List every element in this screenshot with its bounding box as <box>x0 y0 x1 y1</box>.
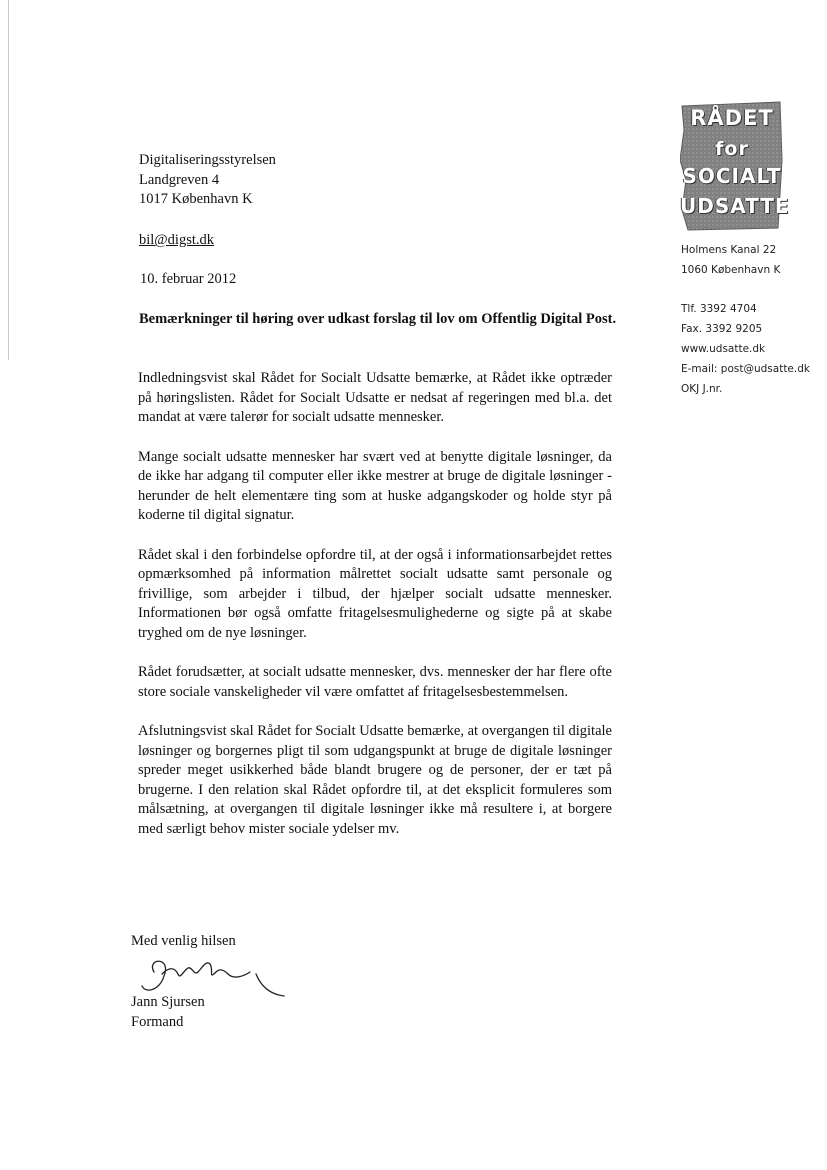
body-paragraph: Rådet forudsætter, at socialt udsatte mennesker, dvs. mennesker der har flere ofte store sociale vanskeligheder vil være omfattet af fritagelsesbestemmelsen. <box>138 664 612 700</box>
letter-body <box>138 369 612 859</box>
logo-line-4: UDSATTE <box>680 194 790 218</box>
logo-line-2: for <box>715 138 749 160</box>
sender-email-link[interactable]: E-mail: post@udsatte.dk <box>681 363 810 375</box>
sender-address <box>681 240 780 280</box>
signer-title: Formand <box>131 1014 184 1030</box>
recipient-address <box>139 151 459 210</box>
body-paragraph: Mange socialt udsatte mennesker har svært ved at benytte digitale løsninger, da de ikke har adgang til computer eller ikke mestrer at bruge de digitale løsninger - herunder de helt elementære ting som at huske adgangskoder og holde styr på koderne til digital signatur. <box>138 448 612 523</box>
logo-line-1: RÅDET <box>690 106 774 130</box>
letter-date: 10. februar 2012 <box>140 271 237 287</box>
recipient-name: Digitaliseringsstyrelsen <box>139 152 276 168</box>
body-paragraph: Rådet skal i den forbindelse opfordre til, at der også i informationsarbejdet rettes opmærksomhed på information målrettet socialt udsatte samt personale og frivillige, som arbejder i tilbud, der hjælper socialt udsatte mennesker. Informationen bør også omfatte fritagelsesmulighederne og sigte på at skabe tryghed om de nye løsninger. <box>138 546 612 641</box>
signer-name: Jann Sjursen <box>131 994 205 1010</box>
recipient-city: 1017 København K <box>139 191 253 207</box>
scan-edge-line <box>8 0 9 360</box>
sender-city: 1060 København K <box>681 264 781 276</box>
sender-web-link[interactable]: www.udsatte.dk <box>681 343 766 355</box>
sender-contact <box>681 299 810 399</box>
body-paragraph: Indledningsvist skal Rådet for Socialt Udsatte bemærke, at Rådet ikke optræder på høringslisten. Rådet for Socialt Udsatte er nedsat af regeringen med bl.a. det mandat at være talerør for socialt udsatte mennesker. <box>138 370 612 425</box>
logo-line-3: SOCIALT <box>682 164 782 188</box>
sender-fax: Fax. 3392 9205 <box>681 323 763 335</box>
sender-street: Holmens Kanal 22 <box>681 244 777 256</box>
recipient-email-link[interactable]: bil@digst.dk <box>139 232 214 248</box>
sender-phone: Tlf. 3392 4704 <box>681 303 757 315</box>
closing-greeting: Med venlig hilsen <box>131 933 236 949</box>
letter-subject: Bemærkninger til høring over udkast forslag til lov om Offentlig Digital Post. <box>139 311 617 327</box>
organization-logo <box>680 100 790 232</box>
sender-reference: OKJ J.nr. <box>681 383 723 395</box>
body-paragraph: Afslutningsvist skal Rådet for Socialt Udsatte bemærke, at overgangen til digitale løsninger og borgernes pligt til som udgangspunkt at bruge de digitale løsninger spreder meget usikkerhed både blandt brugere og de personer, der er tæt på brugerne. I den relation skal Rådet opfordre til, at det eksplicit formuleres som målsætning, at overgangen til digitale løsninger ikke må resultere i, at borgere med særligt behov mister sociale ydelser mv. <box>138 723 612 837</box>
recipient-street: Landgreven 4 <box>139 171 220 188</box>
